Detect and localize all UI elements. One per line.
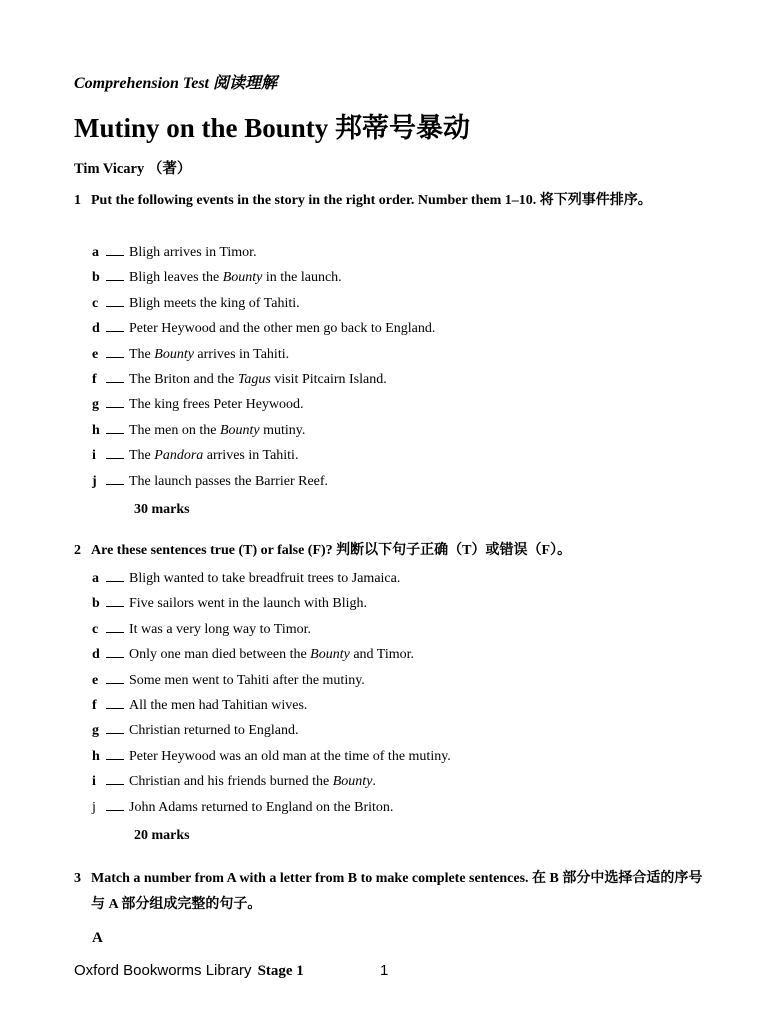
question-text: Are these sentences true (T) or false (F)? 判断以下句子正确（T）或错误（F）。 [91,543,572,558]
item-letter: f [92,372,97,387]
answer-blank[interactable] [106,345,124,358]
item-text: Christian returned to England. [129,723,299,739]
item-text: Bligh meets the king of Tahiti. [129,295,300,311]
test-label: Comprehension Test 阅读理解 [74,75,277,92]
list-item [92,569,400,588]
item-text: arrives in Tahiti. [193,346,290,362]
item-text: Bligh arrives in Timor. [129,245,257,260]
list-item [92,345,289,364]
list-item [92,446,298,465]
list-item [92,472,328,491]
item-text: The king frees Peter Heywood. [129,397,304,413]
answer-blank[interactable] [106,446,124,459]
list-item [92,772,376,791]
answer-blank[interactable] [106,319,124,332]
page-number: 1 [380,962,389,979]
answer-blank[interactable] [106,569,124,582]
list-item [92,243,257,262]
item-text: Only one man died between the [129,647,311,663]
q2-marks: 20 marks [134,828,190,843]
list-item [92,319,435,338]
list-item [92,294,300,313]
item-letter: i [92,448,96,464]
item-text: John Adams returned to England on the Briton. [129,799,394,815]
list-item [92,268,342,287]
list-item [92,798,393,817]
list-item [92,696,307,715]
item-letter: b [92,270,100,286]
item-letter: f [92,698,97,713]
answer-blank[interactable] [106,645,124,658]
ship-name: Bounty [154,346,194,362]
item-letter: e [92,672,99,688]
list-item [92,645,414,664]
list-item [92,620,311,639]
item-letter: j [92,473,97,489]
answer-blank[interactable] [106,772,124,785]
item-text: The launch passes the Barrier Reef. [129,473,329,489]
item-text: Peter Heywood and the other men go back to England. [129,321,436,337]
item-letter: d [92,321,100,337]
answer-blank[interactable] [106,620,124,633]
item-text: The [129,448,155,464]
page-footer [74,962,389,980]
question-1 [74,188,704,214]
item-text: visit Pitcairn Island. [270,372,387,387]
item-letter: b [92,596,100,612]
question-number: 1 [74,193,81,208]
list-item [92,421,305,440]
list-item [92,370,387,389]
page-title: Mutiny on the Bounty 邦蒂号暴动 [74,113,471,143]
item-letter: a [92,245,99,260]
ship-name: Pandora [154,448,204,464]
list-item [92,721,299,740]
item-text: Bligh leaves the [129,270,223,286]
stage-label: Stage 1 [257,963,304,979]
item-text: mutiny. [259,422,306,438]
column-a-heading: A [92,930,103,946]
answer-blank[interactable] [106,747,124,760]
item-text: It was a very long way to Timor. [129,621,311,637]
item-text: and Timor. [349,647,415,663]
item-letter: h [92,422,100,438]
item-letter: c [92,295,99,311]
answer-blank[interactable] [106,294,124,307]
item-letter: a [92,571,99,586]
item-letter: c [92,621,99,637]
item-letter: j [92,799,96,815]
ship-name: Bounty [222,270,263,286]
ship-name: Tagus [237,372,271,387]
answer-blank[interactable] [106,421,124,434]
item-text: Some men went to Tahiti after the mutiny. [129,672,365,688]
item-text: Christian and his friends burned the [129,774,333,790]
item-letter: h [92,748,100,764]
answer-blank[interactable] [106,268,124,281]
answer-blank[interactable] [106,696,124,709]
answer-blank[interactable] [106,395,124,408]
item-text: Peter Heywood was an old man at the time of the mutiny. [129,748,451,764]
ship-name: Bounty [219,422,260,438]
item-letter: g [92,397,99,413]
question-2 [74,538,704,564]
answer-blank[interactable] [106,721,124,734]
item-text: . [372,774,376,790]
item-letter: g [92,723,99,739]
list-item [92,671,365,690]
ship-name: Bounty [332,774,373,790]
question-3 [74,866,704,918]
item-letter: i [92,774,96,790]
item-text: The [129,346,155,362]
item-text: Five sailors went in the launch with Bligh. [129,596,367,612]
author-line: Tim Vicary （著） [74,161,192,177]
item-text: in the launch. [262,270,342,286]
item-text: The men on the [129,422,220,438]
q1-marks: 30 marks [134,502,190,517]
list-item [92,747,451,766]
list-item [92,395,304,414]
question-number: 2 [74,543,81,558]
answer-blank[interactable] [106,671,124,684]
ship-name: Bounty [310,647,350,663]
item-text: arrives in Tahiti. [203,448,299,464]
question-text: Put the following events in the story in the right order. Number them 1–10. 将下列事件排序。 [91,193,652,208]
item-text: The Briton and the [129,372,238,387]
item-letter: e [92,346,99,362]
item-letter: d [92,647,100,663]
answer-blank[interactable] [106,370,124,383]
item-text: Bligh wanted to take breadfruit trees to Jamaica. [129,571,401,586]
list-item [92,594,367,613]
question-number: 3 [74,871,81,886]
answer-blank[interactable] [106,472,124,485]
answer-blank[interactable] [106,594,124,607]
item-text: All the men had Tahitian wives. [129,698,308,713]
question-text: Match a number from A with a letter from B to make complete sentences. 在 B 部分中选择合适的序号与 A 部分组成完整的句子。 [91,871,703,912]
library-name: Oxford Bookworms Library [74,962,252,979]
answer-blank[interactable] [106,798,124,811]
answer-blank[interactable] [106,243,124,256]
